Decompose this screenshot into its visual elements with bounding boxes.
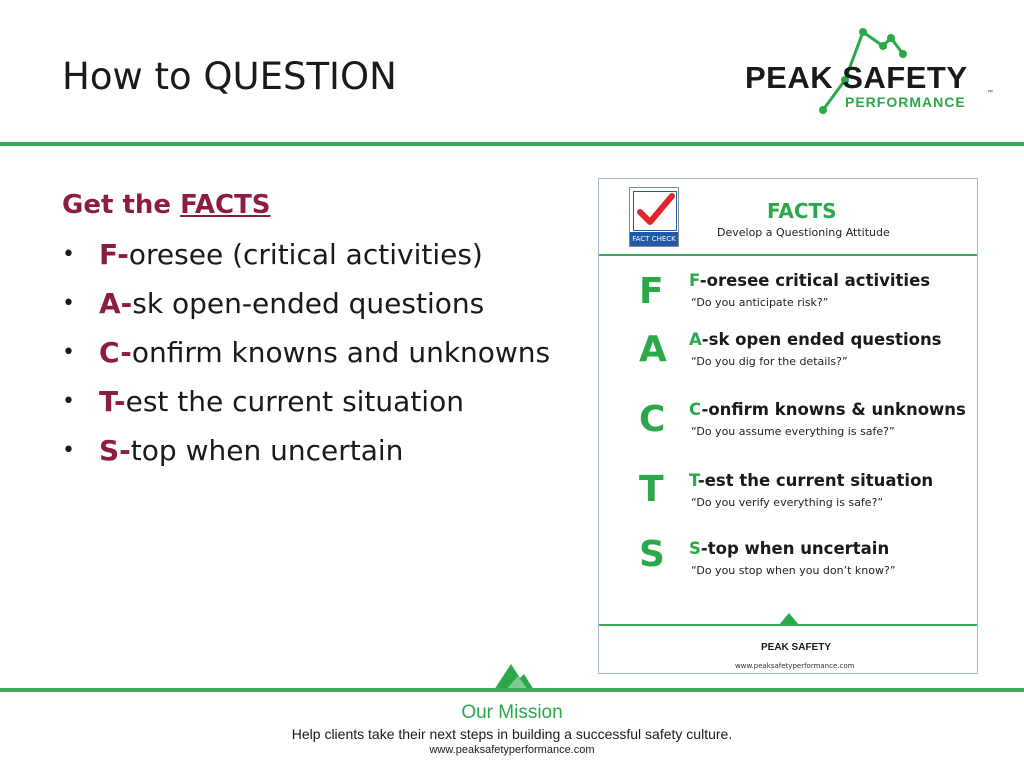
card-footer-url: www.peaksafetyperformance.com [735, 662, 855, 670]
logo-wordmark: PEAK SAFETY [745, 60, 968, 95]
bullet-item [62, 236, 550, 285]
bullet-text: top when uncertain [130, 434, 404, 467]
checkmark-icon [634, 192, 676, 230]
card-item-question: “Do you dig for the details?” [691, 355, 848, 368]
footer-url: www.peaksafetyperformance.com [429, 744, 595, 756]
bullet-dot: • [62, 242, 75, 267]
fact-check-label: FACT CHECK [630, 232, 678, 246]
logo-trademark: ™ [987, 90, 993, 96]
bullet-dot: • [62, 438, 75, 463]
card-item-heading: C-onfirm knowns & unknowns [689, 400, 966, 419]
mission-title: Our Mission [461, 702, 563, 723]
card-big-letter: C [639, 399, 666, 440]
card-big-letter: F [639, 271, 664, 312]
section-heading [62, 190, 271, 220]
slide-title: How to QUESTION [62, 55, 397, 98]
heading-facts: FACTS [180, 190, 271, 220]
card-item-heading: A-sk open ended questions [689, 330, 942, 349]
company-logo [745, 18, 995, 118]
mission-statement: Help clients take their next steps in building a successful safety culture. [291, 726, 733, 742]
card-big-letter: S [639, 534, 665, 575]
bullet-item [62, 432, 550, 481]
bullet-letter: T- [99, 385, 126, 418]
bullet-item [62, 334, 550, 383]
fact-check-badge [629, 187, 679, 247]
card-item-question: “Do you anticipate risk?” [691, 296, 829, 309]
card-item-heading: S-top when uncertain [689, 539, 890, 558]
logo-performance: PERFORMANCE [845, 94, 966, 110]
bullet-text: est the current situation [125, 385, 464, 418]
card-bottom-divider [599, 624, 977, 626]
bullet-text: oresee (critical activities) [128, 238, 483, 271]
card-top-divider [599, 254, 977, 256]
bullet-letter: S- [99, 434, 131, 467]
card-title: FACTS [767, 199, 837, 223]
bullet-item [62, 383, 550, 432]
bullet-dot: • [62, 389, 75, 414]
card-big-letter: T [639, 469, 664, 510]
bullet-dot: • [62, 340, 75, 365]
footer-divider [0, 688, 1024, 692]
facts-card-image [598, 178, 978, 674]
bullet-letter: A- [99, 287, 133, 320]
mountain-icon [494, 662, 534, 690]
card-item-question: “Do you verify everything is safe?” [691, 496, 884, 509]
facts-bullet-list [62, 236, 550, 481]
card-footer-logo: PEAK SAFETY [761, 642, 832, 653]
bullet-dot: • [62, 291, 75, 316]
card-big-letter: A [639, 329, 667, 370]
card-item-question: “Do you assume everything is safe?” [691, 425, 895, 438]
card-subtitle: Develop a Questioning Attitude [717, 226, 890, 239]
bullet-letter: F- [99, 238, 129, 271]
header-divider [0, 142, 1024, 146]
bullet-text: sk open-ended questions [132, 287, 485, 320]
card-item-heading: F-oresee critical activities [689, 271, 931, 290]
bullet-text: onfirm knowns and unknowns [131, 336, 551, 369]
bullet-item [62, 285, 550, 334]
card-item-question: “Do you stop when you don’t know?” [691, 564, 896, 577]
bullet-letter: C- [99, 336, 132, 369]
heading-prefix: Get the [62, 190, 181, 220]
checkbox-frame [633, 191, 677, 231]
card-item-heading: T-est the current situation [689, 471, 934, 490]
